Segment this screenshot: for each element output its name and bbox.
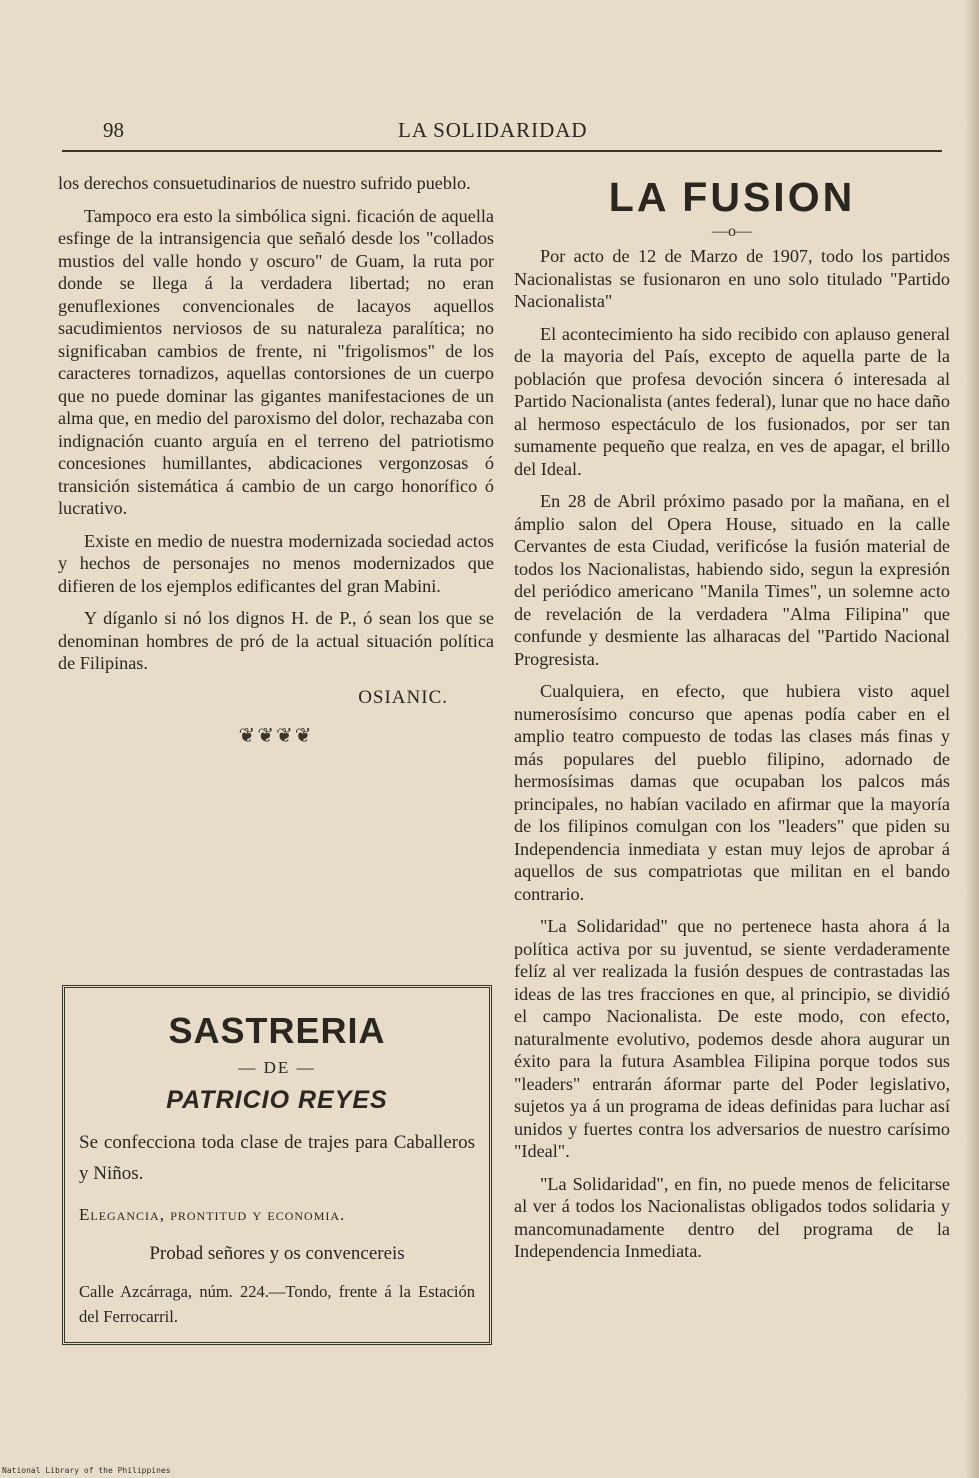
right-paragraph: "La Solidaridad", en fin, no puede menos de felicitarse al ver á todos los Nacionalistas obligados todos solidaria y mancomunadamente dentro del programa de la Independencia Inmediata. bbox=[514, 1173, 950, 1261]
fleuron-ornament-icon: ❦❦❦❦ bbox=[238, 724, 314, 747]
article-title: LA FUSION bbox=[608, 174, 856, 220]
right-column bbox=[514, 168, 950, 1273]
author-signature: OSIANIC. bbox=[358, 686, 448, 708]
right-paragraph: Cualquiera, en efecto, que hubiera visto aquel numerosísimo concurso que apenas podía caber en el amplio teatro compuesto de todas las clases más finas y más populares del pueblo filipino, adornado de hermosísimas damas que ocupaban los palcos más principales, no habían vacilado en afirmar que la mayoría de los filipinos comulgan con los "leaders" que piden su Independencia inmediata y estan muy lejos de aprobar á aquellos de sus compatriotas que militan en el bando contrario. bbox=[514, 681, 950, 904]
running-title: LA SOLIDARIDAD bbox=[398, 118, 588, 142]
ad-de: — DE — bbox=[238, 1058, 316, 1077]
library-credit: National Library of the Philippines bbox=[2, 1466, 171, 1475]
ad-address: Calle Azcárraga, núm. 224.—Tondo, frente á la Estación del Ferrocarril. bbox=[79, 1282, 475, 1326]
ad-services: Se confecciona toda clase de trajes para Caballeros y Niños. bbox=[79, 1132, 475, 1184]
left-paragraph: Existe en medio de nuestra modernizada sociedad actos y hechos de personajes no menos modernizados que difieren de los ejemplos edificantes del gran Mabini. bbox=[58, 530, 494, 596]
title-separator: —o— bbox=[712, 223, 752, 240]
left-paragraph: Tampoco era esto la simbólica signi. ficación de aquella esfinge de la intransigencia que señaló desde los "collados mustios del valle hondo y oscuro" de Guam, la ruta por donde se llega á la verdadera libertad; no eran genuflexiones convencionales de lacayos aquellos sacudimientos nerviosos de su naturaleza paralítica; no significaban cambios de frente, ni "frigolismos" de los caracteres tornadizos, aquellas contorsiones de un cuerpo que no puede dominar las gigantes manifestaciones de un alma que, en medio del paroxismo del dolor, rechazaba con indignación cuanto arguía en el terreno del patriotismo concesiones humillantes, abdicaciones vergonzosas ó transición sistemática á cambio de un cargo honorífico ó lucrativo. bbox=[58, 205, 494, 518]
left-paragraph: Y díganlo si nó los dignos H. de P., ó sean los que se denominan hombres de pró de la actual situación política de Filipinas. bbox=[58, 608, 494, 673]
right-paragraph: Por acto de 12 de Marzo de 1907, todo los partidos Nacionalistas se fusionaron en uno solo titulado "Partido Nacionalista" bbox=[514, 246, 950, 311]
ad-slogan: Elegancia, prontitud y economia. bbox=[79, 1205, 346, 1224]
header-rule bbox=[62, 150, 942, 152]
page-spine-shadow bbox=[965, 0, 979, 1478]
right-paragraph: En 28 de Abril próximo pasado por la mañana, en el ámplio salon del Opera House, situado en la calle Cervantes de esta Ciudad, verificóse la fusión material de todos los Nacionalistas, habiendo sido, segun la expresión del periódico americano "Manila Times", un solemne acto de revelación de la verdadera "Alma Filipina" que confunde y desmiente las alharacas del "Partido Nacional Progresista. bbox=[514, 491, 950, 669]
ad-title: SASTRERIA bbox=[168, 1010, 386, 1051]
page-number: 98 bbox=[103, 118, 124, 142]
right-paragraph: "La Solidaridad" que no pertenece hasta ahora á la política activa por su juventud, se siente verdaderamente felíz al ver realizada la fusión despues de contrastadas las ideas de las tres fracciones en que, al principio, se dividió el campo Nacionalista. De este modo, con efecto, naturalmente evolutivo, podemos desde ahora augurar un éxito para la futura Asamblea Filipina porque todos sus "leaders" entrarán áformar parte del Poder legislativo, sujetos ya á un programa de ideas definidas para luchar así unidos y fuertes contra los adversarios de nuestro carísimo "Ideal". bbox=[514, 916, 950, 1161]
ad-invitation: Probad señores y os convencereis bbox=[149, 1243, 405, 1264]
ad-proprietor-name: PATRICIO REYES bbox=[166, 1086, 388, 1114]
tailor-advertisement bbox=[62, 985, 492, 1345]
left-column bbox=[58, 172, 494, 748]
right-paragraph: El acontecimiento ha sido recibido con aplauso general de la mayoria del País, excepto de aquella parte de la población que profesa devoción sincera ó interesada al Partido Nacionalista (antes federal), lunar que no hace daño al hermoso espectáculo de los fusionados, por ser tan sumamente pequeño que realza, en ves de apagar, el brillo del Ideal. bbox=[514, 323, 950, 479]
left-paragraph: los derechos consuetudinarios de nuestro sufrido pueblo. bbox=[58, 173, 471, 193]
